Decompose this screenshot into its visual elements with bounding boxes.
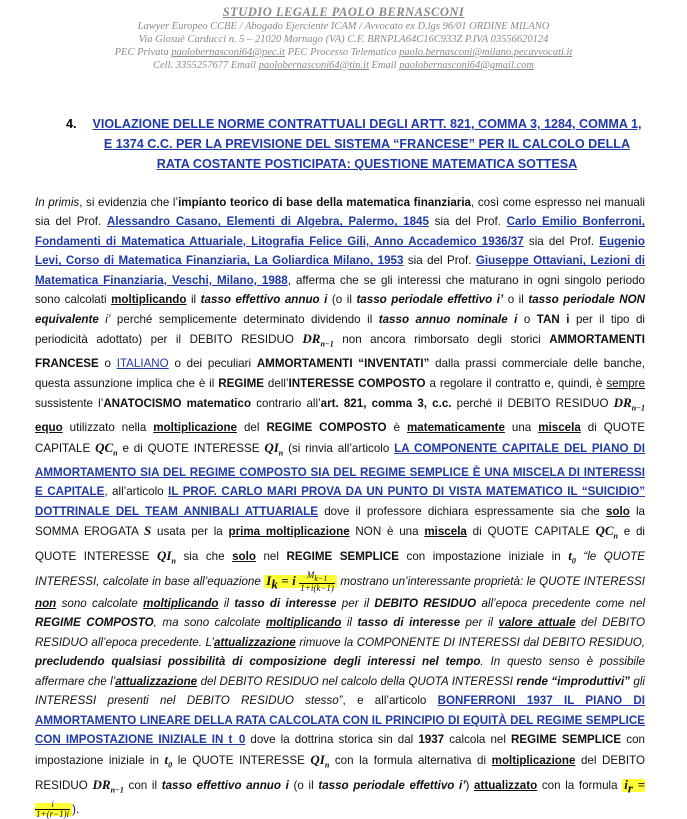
ref-link-casano[interactable]: Alessandro Casano, Elementi di Algebra, Palermo, 1845 [106,215,429,229]
text: del DEBITO RESIDUO all’epoca precedente. L’ [35,616,645,649]
text: tasso periodale effettivo i’ [318,778,466,792]
text: , e all’articolo [342,694,438,708]
math-qi [264,439,284,458]
text: o [517,312,537,326]
text: una [504,421,539,435]
text: sempre [606,376,645,390]
text: rende “improduttivi” [516,674,630,688]
text: prima moltiplicazione [228,525,350,539]
cell-label: Cell. 3355257677 Email [153,60,259,71]
math-dr [92,776,124,795]
text: sia del Prof. [403,254,476,268]
text: la SOMMA EROGATA [35,504,646,539]
math-sym: t [568,548,572,564]
text: tasso di interesse [357,616,461,630]
text: REGIME COMPOSTO [35,616,154,630]
fraction-numerator: i [35,800,70,810]
text: rimuove la COMPONENTE DI INTERESSI dal DEBITO RESIDUO, [295,635,645,649]
ref-link-componente-capitale[interactable]: LA COMPONENTE CAPITALE DEL PIANO DI AMMORTAMENTO SIA DEL REGIME COMPOSTO SIA DEL REGIME SEMPLICE È UNA MISCELA DI INTERESSI E CAPITALE [35,441,646,499]
text: sono calcolate [56,596,144,610]
math-sym: = i [277,573,300,589]
text: matematicamente [406,421,505,435]
fraction-denominator: 1+i(k−1) [300,582,334,593]
math-dr [302,331,334,349]
ref-link-carlo-mari[interactable]: IL PROF. CARLO MARI PROVA DA UN PUNTO DI VISTA MATEMATICO IL “SUICIDIO” DOTTRINALE DEL TEAM ANNIBALI ATTUARIALE [35,485,646,518]
math-sub: n [324,760,330,770]
email-2-link[interactable]: paolobernasconi64@gmail.com [399,60,534,71]
math-sym: I [266,573,272,589]
text: , così come espresso nei manuali sia del Prof. [35,196,646,229]
text: sia del Prof. [428,215,507,229]
email-label: Email [368,60,400,71]
math-sub: 0 [168,760,173,770]
fraction-denominator: 1+(r−1)i [36,809,70,819]
math-t0 [164,751,173,770]
math-sub: n−1 [110,785,124,795]
math-sub: 0 [571,556,576,566]
ref-link-levi[interactable]: Eugenio Levi, Corso di Matematica Finanziaria, La Goliardica Milano, 1953 [35,234,645,268]
text: dalla prassi commerciale delle banche, questa assunzione implica che è il [35,357,646,390]
text: contrario all’ [251,397,321,411]
text: per il [460,616,499,630]
fraction [299,571,335,593]
formula-quote-interessi [264,570,337,593]
text: solo [605,504,630,518]
text: con la formula [537,778,623,792]
text: tasso effettivo annuo i [161,778,289,792]
text: gli INTERESSI presenti nel DEBITO RESIDUO stesso” [35,674,645,708]
math-sym: M [306,570,315,581]
math-sym: t [164,751,169,767]
math-sub: n−1 [320,339,334,349]
math-sub: k−1 [314,573,328,583]
text: ) [465,778,475,792]
ref-link-bonferroni-1937[interactable]: BONFERRONI 1937 IL PIANO DI AMMORTAMENTO LINEARE DELLA RATA CALCOLATA CON IL PRINCIPIO DI EQUITÀ DEL REGIME SEMPLICE CON IMPOSTAZIONE INIZIALE IN t_0 [35,694,645,747]
text: (si rinvia all’articolo [283,441,395,455]
text: TAN i [536,312,570,326]
text: REGIME COMPOSTO [266,421,387,435]
text: con la formula alternativa di [329,753,492,767]
text: mostrano un’interessante proprietà: le QUOTE INTERESSI [336,575,645,589]
text: attualizzato [474,778,538,792]
math-sym: DR [92,776,111,792]
text: tasso effettivo annuo i [200,293,328,307]
text: o [98,357,117,371]
text: del [237,421,267,435]
math-qi [310,751,330,770]
text: di QUOTE CAPITALE [466,525,596,539]
math-sym: QI [264,439,279,455]
text: , ma sono calcolate [153,616,266,630]
text: miscela [538,421,581,435]
math-sym: QC [95,439,114,455]
text: del DEBITO RESIDUO [35,753,645,792]
text: a regolare il contratto e, quindi, è [425,376,607,390]
email-1-link[interactable]: paolobernasconi64@tin.it [258,60,369,71]
text: INTERESSE COMPOSTO [288,376,426,390]
text: con il [123,778,162,792]
letterhead-line-2: Via Giosuè Carducci n. 5 – 21020 Mornago (VA) C.F. BRNPLA64C16C933Z P.IVA 03556620124 [138,34,549,45]
text: di QUOTE CAPITALE [35,421,645,455]
math-sub: n [113,448,118,458]
math-sym: DR [613,395,632,411]
text: le QUOTE INTERESSE [172,753,311,767]
pec-proc-label: PEC Processo Telematico [284,47,400,58]
text: , afferma che se gli interessi che maturano in ogni singolo periodo sono calcolati [35,273,645,307]
text: dell’ [264,376,289,390]
text: sussistente l’ [35,397,104,411]
text: non ancora rimborsato degli storici [333,333,550,347]
text: attualizzazione [213,635,296,649]
letterhead [0,4,687,72]
text: miscela [424,525,467,539]
text: art. 821, comma 3, c.c. [320,397,452,411]
math-sub: n−1 [631,403,646,413]
text: , all’articolo [104,485,169,499]
text: . In questo senso è possibile affermare che l’ [35,655,646,688]
text: calcola nel [444,733,512,747]
text: per il tipo di periodicità adottato) per il DEBITO RESIDUO [35,312,646,347]
text: non [35,596,57,610]
text: tasso periodale effettivo i’ [356,293,504,307]
text: e di QUOTE INTERESSE [117,441,265,455]
text: moltiplicazione [491,753,576,767]
text: ). [72,802,80,816]
text: tasso di interesse [234,596,337,610]
math-sym: DR [302,331,321,347]
firm-name: STUDIO LEGALE PAOLO BERNASCONI [222,5,465,19]
math-qc [595,523,618,541]
math-sym: QC [595,523,614,539]
math-sub: n [613,531,618,541]
math-s: S [144,523,152,539]
text: con impostazione iniziale in [399,550,569,564]
text: è [386,421,407,435]
text: utilizzato nella [62,421,154,435]
text: moltiplicando [111,293,187,307]
text: il [341,616,358,630]
fraction [35,800,70,819]
italiano-link[interactable]: ITALIANO [116,357,169,371]
letterhead-line-3 [0,46,687,59]
math-sub: r [627,779,633,795]
letterhead-line-4 [0,59,687,72]
text: o il [503,293,529,307]
text: sia che [175,550,233,564]
text: NON è una [349,525,425,539]
text: del DEBITO RESIDUO nel calcolo della QUOTA INTERESSI [197,674,517,688]
section-title-link[interactable]: VIOLAZIONE DELLE NORME CONTRATTUALI DEGLI ARTT. 821, COMMA 3, 1284, COMMA 1, E 1374 C.C. PER LA PREVISIONE DEL SISTEMA “FRANCESE” PER IL CALCOLO DELLA RATA COSTANTE POSTICIPATA: QUESTIONE MATEMATICA SOTTESA [92,117,642,171]
text: equo [35,421,63,435]
text: nel [255,550,287,564]
math-dr [613,395,646,413]
text: i’ [98,312,111,326]
text: sia del Prof. [523,234,600,248]
text: moltiplicando [143,596,219,610]
pec-private-link[interactable]: paolobernasconi64@pec.it [171,47,285,58]
text: precludendo qualsiasi possibilità di composizione degli interessi nel tempo [35,655,481,669]
math-sym: QI [310,751,325,767]
text: il [218,596,235,610]
text: usata per la [151,525,229,539]
text: (o il [327,293,357,307]
text: impianto teorico di base della matematica finanziaria [178,196,471,209]
text: all’epoca precedente come nel [476,596,646,610]
text: ANATOCISMO matematico [103,397,252,411]
text: moltiplicando [265,616,342,630]
section-heading [66,114,646,174]
pec-label: PEC Privata [114,47,172,58]
ref-link-bonferroni[interactable]: Carlo Emilio Bonferroni, Fondamenti di Matematica Attuariale, Litografia Felice Gili, Anno Accademico 1936/37 [35,215,645,248]
text: il [186,293,201,307]
body-paragraph [35,193,645,819]
text: REGIME [218,376,264,390]
text: 1937 [418,733,445,747]
text: “le QUOTE INTERESSI, calcolate in base all’equazione [35,550,645,589]
text: attualizzazione [115,674,198,688]
text: DEBITO RESIDUO [374,596,477,610]
text: per il [336,596,375,610]
pec-proc-link[interactable]: paolo.bernasconi@milano.pecavvocati.it [399,47,573,58]
math-sub: n [171,556,176,566]
math-t0 [568,548,576,566]
section-number: 4. [66,117,77,131]
text: valore attuale [498,616,576,630]
text: o dei peculiari [168,357,257,371]
text: , si evidenzia che l’ [79,196,179,209]
math-sym: = [632,776,646,792]
math-sub: k [271,576,278,592]
text: perché il DEBITO RESIDUO [451,397,614,411]
text: tasso annuo nominale i [378,312,518,326]
text: REGIME SEMPLICE [286,550,400,564]
text: AMMORTAMENTI “INVENTATI” [256,357,430,371]
text: tasso periodale NON equivalente [35,293,646,326]
text: e di QUOTE INTERESSE [35,525,645,564]
text: (o il [288,778,319,792]
math-qc [95,439,118,458]
math-sym: i [624,776,628,792]
text: dove la dottrina storica sin dal [245,733,419,747]
math-sub: n [278,448,284,458]
math-sym: QI [157,548,172,564]
text: REGIME SEMPLICE [511,733,622,747]
text: In primis [35,196,80,209]
text: solo [232,550,256,564]
math-qi [157,548,176,566]
ref-link-ottaviani[interactable]: Giuseppe Ottaviani, Lezioni di Matematica Finanziaria, Veschi, Milano, 1988 [35,254,645,287]
text: perché semplicemente determinato dividendo il [110,312,379,326]
text: con impostazione iniziale in [35,733,645,767]
text: dove il professore dichiara espressamente sia che [318,504,606,518]
text: AMMORTAMENTI FRANCESE [35,333,645,371]
text: moltiplicazione [153,421,237,435]
letterhead-line-1: Lawyer Europeo CCBE / Abogado Ejerciente ICAM / Avvocato ex D.lgs 96/01 ORDINE MILANO [137,21,550,32]
